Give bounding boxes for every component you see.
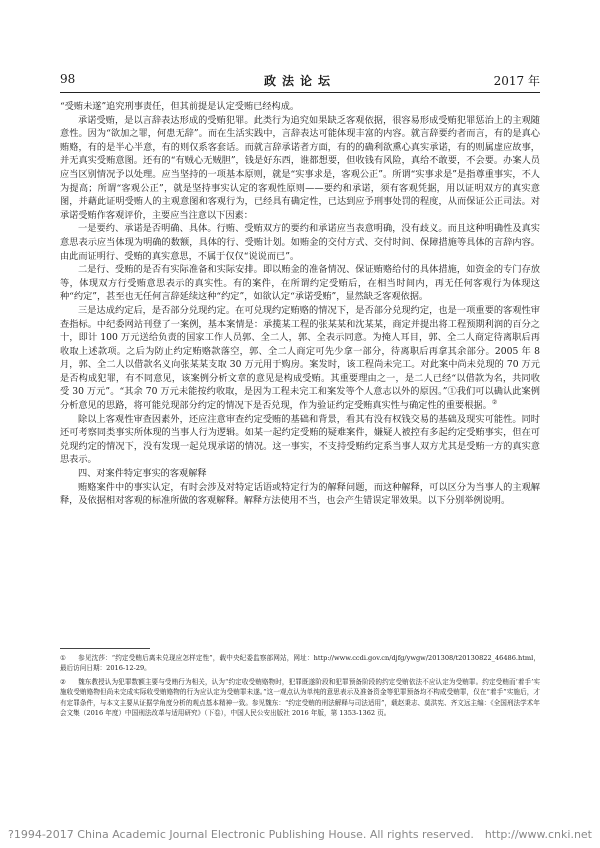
paragraph: 一是要约、承诺是否明确、具体。行贿、受贿双方的要约和承诺应当表意明确，没有歧义。而且这种明确性及真实意思表示应当体现为明确的数额，具体的行、受贿计划。如贿金的交付方式、交付时间、保障措施等具体的言辞内容。由此而证明行、受贿的真实意思，不属于仅仅“说说而已”。	[60, 223, 540, 262]
footnote-text: 魏东教授认为犯罪数额主要与受贿行为相关，认为“约定收受贿赂物时，犯罪既遂阶段和犯罪预备阶段的约定受贿依法不应认定为受贿罪。约定受贿而‘着手’实施收受贿赂物但尚未完成实际收受贿赂物的行为应认定为受贿罪未遂。”这一观点认为单纯的意思表示及准备资金等犯罪预备均不构成受贿罪，仅在“着手”实施后，才有定罪条件，与本文主要从证据学角度分析的观点基本精神一致。参见魏东：“约定受贿的刑法解释与司法适用”，载赵秉志、莫洪宪、齐文远主编：《全国刑法学术年会文集（2016 年度）中国刑法改革与适用研究》（下卷），中国人民公安出版社 2016 年版，第 1353-1362 页。	[60, 677, 540, 718]
copyright-footer	[0, 828, 600, 844]
section-heading: 四、对案件特定事实的客观解释	[78, 468, 207, 480]
copyright-text: ?1994-2017 China Academic Journal Electronic Publishing House. All rights reserved.	[8, 828, 474, 841]
journal-title: 政法论坛	[263, 74, 336, 88]
paragraph-text: 三是达成约定后，是否部分兑现约定。在可兑现约定贿赂的情况下，是否部分兑现约定，也是一项重要的客观性审查指标。中纪委网站刊登了一案例，基本案情是：承揽某工程的张某某和沈某某，商定并提出将工程预期利润的百分之十，即计 100 万元送给负责的国家工作人员郭、全二人，郭、全表示同意。为掩人耳目，郭、全二人商定待离职后再收取上述款项。之后为防止约定贿赂款落空，郭、全二人商定可先少拿一部分，待离职后再拿其余部分。2005 年 8 月，郭、全二人以借款名义向张某某支取 30 万元用于购房。案发时，该工程尚未完工。对此案中尚未兑现的 70 万元是否构成犯罪，有不同意见，该案例分析文章的意见是构成受贿。其重要理由之一，是二人已经“以借款为名，共同收受 30 万元”。“其余 70 万元未能按约收取，是因为工程未完工和案发等个人意志以外的原因。”	[60, 304, 540, 398]
running-header	[60, 72, 540, 90]
footnote	[60, 677, 540, 719]
footnotes	[60, 653, 540, 721]
paragraph: 二是行、受贿的是否有实际准备和实际安排。即以贿金的准备情况、保证贿赂给付的具体措施，如资金的专门存放等，体现双方行受贿意思表示的真实性。有的案件，在所谓约定受贿后，在相当时间内，再无任何客观行为体现这种“约定”，甚至也无任何言辞延续这种“约定”，如欲认定“承诺受贿”，显然缺乏客观依据。	[60, 264, 540, 303]
footnote-text: 参见沈莎：“约定受贿后离未兑现应怎样定性”，载中央纪委监察部网站，网址：http://www.ccdi.gov.cn/djfg/ywgw/201308/t20130822_46486.html，最后访问日期：2016-12-29。	[60, 654, 540, 673]
paragraph: 贿赂案件中的事实认定，有时会涉及对特定话语或特定行为的解释问题，而这种解释，可以区分为当事人的主观解释，及依据相对客观的标准所做的客观解释。解释方法使用不当，也会产生错误定罪效果。以下分别举例说明。	[60, 481, 540, 507]
paragraph-text-tail: ①我们可以确认此案例分析意见的思路，将可能兑现部分约定的情况下是否兑现，作为验证约定受贿真实性与确定性的重要根据。	[60, 386, 540, 412]
paragraph: 承诺受贿，是以言辞表达形成的受贿犯罪。此类行为追究如果缺乏客观依据，很容易形成受贿犯罪惩治上的主观随意性。因为“欲加之罪，何患无辞”。而在生活实践中，言辞表达可能体现丰富的内容。就言辞要约者而言，有的是真心贿赂，有的是半心半意，有的则仅系客套话。而就言辞承诺者方面，有的的确利欲熏心真实承诺，有的则属虚应故事，并无真实受贿意图。还有的“有贼心无贼胆”，钱是好东西，谁都想要，但收钱有风险，真给不敢要，不会要。办案人员应当区别情况予以处理。应当坚持的一项基本原则，就是“实事求是，客观公正”。所谓“实事求是”是指尊重事实，不人为提高；所谓“客观公正”，就是坚持事实认定的客观性原则——要约和承诺，须有客观凭据，用以证明双方的真实意图，并藉此证明受贿人的主观意图和客观行为，已经具有确定性，已达到应予刑事处罚的程度，从而保证公正司法。对承诺受贿作客观评价，主要应当注意以下因素：	[60, 114, 540, 221]
cnki-url-link[interactable]: http://www.cnki.net	[484, 828, 592, 841]
footnote-ref[interactable]: ②	[491, 399, 498, 406]
footnote	[60, 653, 540, 674]
paragraph: “受贿未遂”追究刑事责任，但其前提是认定受贿已经构成。	[60, 101, 300, 112]
paragraph: 除以上客观性审查因素外，还应注意审查约定受贿的基础和背景，看其有没有权钱交易的基础及现实可能性。同时还可考察同类事实所体现的当事人行为逻辑。如某一起约定受贿的疑难案件，嫌疑人被控有多起约定受贿事实，但在可兑现约定的情况下，没有发现一起兑现承诺的情况。这一事实，不支持受贿约定系当事人双方尤其是受贿一方的真实意思表示。	[60, 413, 540, 466]
page-number: 98	[60, 72, 76, 86]
publication-year: 2017 年	[493, 74, 540, 88]
footnote-mark: ①	[60, 654, 66, 662]
article-body	[60, 100, 540, 508]
header-rule	[60, 92, 540, 93]
footnote-mark: ②	[60, 677, 66, 686]
paragraph	[60, 304, 540, 413]
footnote-rule	[60, 648, 150, 649]
